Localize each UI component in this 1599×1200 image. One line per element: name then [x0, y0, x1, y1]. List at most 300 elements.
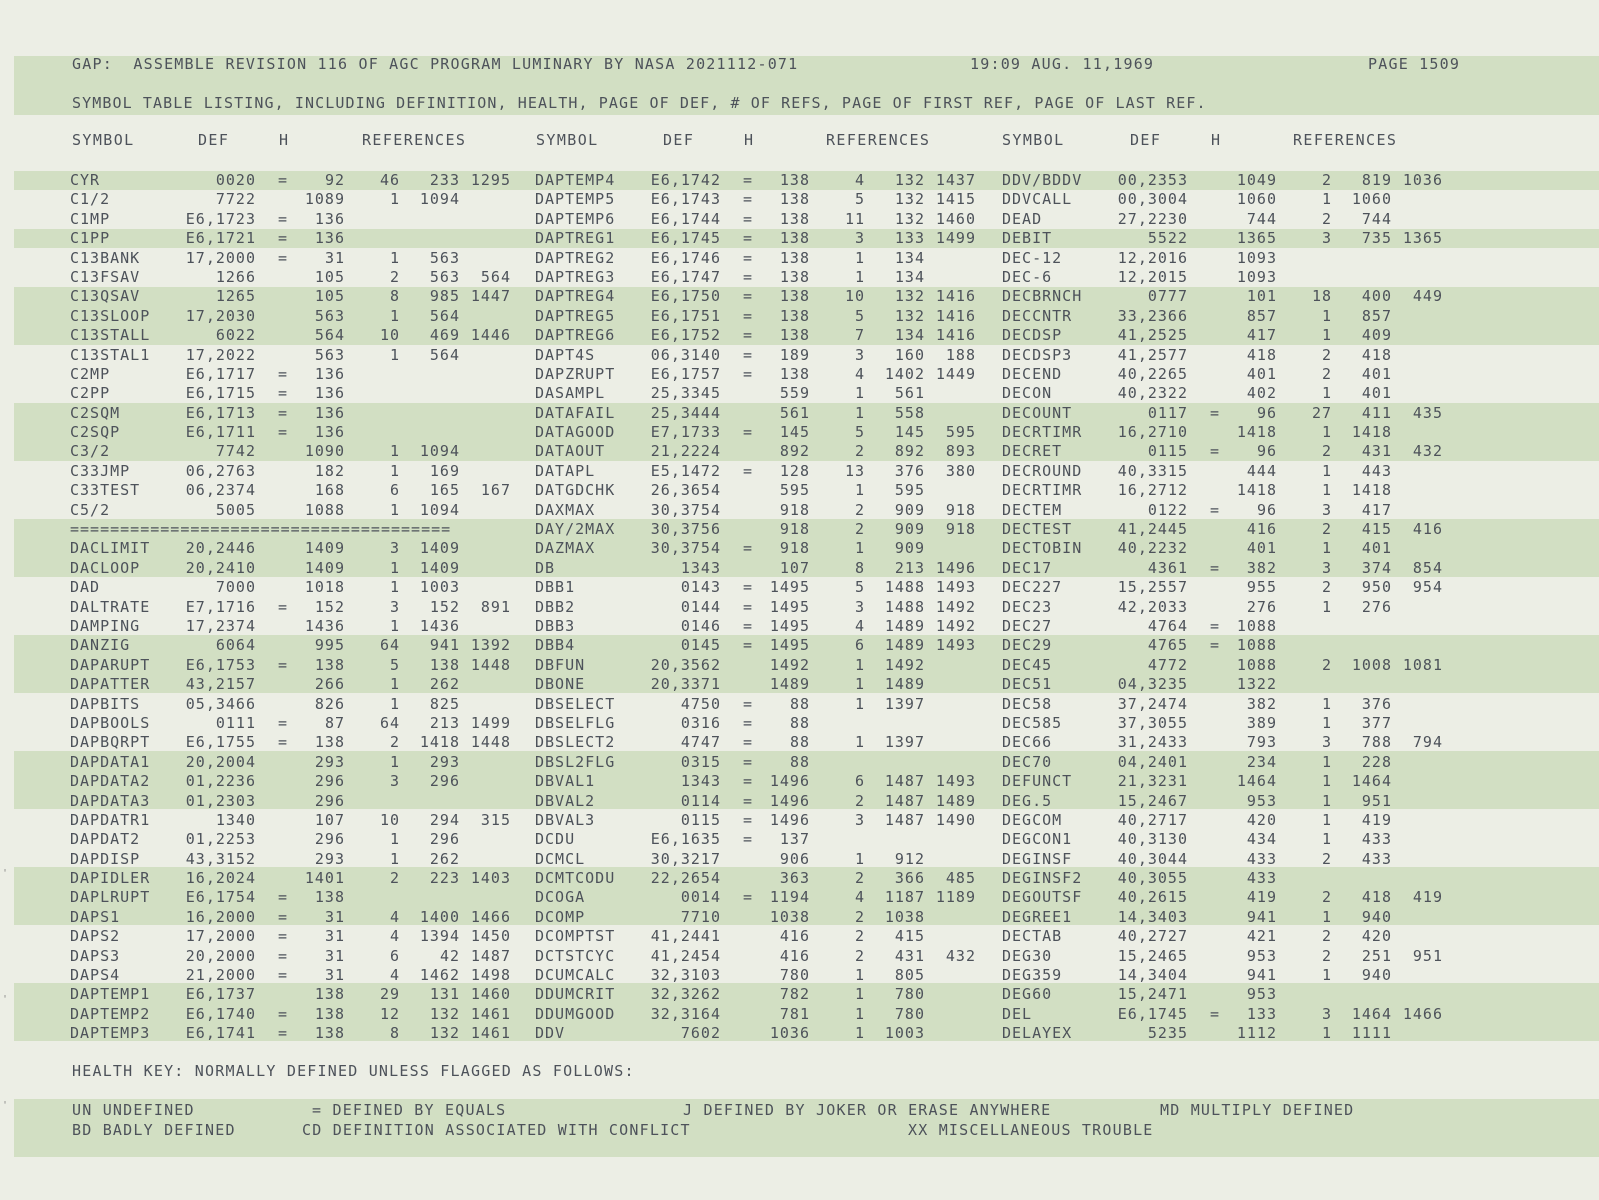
- cell-ref-count: 1: [1321, 1024, 1332, 1043]
- cell-last-ref: 1449: [935, 364, 976, 383]
- table-row: [70, 501, 1490, 520]
- cell-ref-count: 1: [1321, 772, 1332, 791]
- cell-last-ref: 1489: [935, 791, 976, 810]
- cell-first-ref: 1094: [419, 500, 460, 519]
- cell-page-def: 781: [779, 1004, 810, 1023]
- col-header-references: REFERENCES: [362, 131, 467, 149]
- cell-ref-count: 1: [389, 578, 400, 597]
- cell-ref-count: 1: [389, 345, 400, 364]
- cell-page-def: 138: [779, 306, 810, 325]
- cell-def: 17,2000: [185, 927, 256, 946]
- table-row: [70, 404, 1490, 423]
- cell-symbol: DEGCON1: [1002, 830, 1073, 849]
- cell-page-def: 87: [324, 713, 345, 732]
- cell-ref-count: 1: [1321, 752, 1332, 771]
- cell-first-ref: 909: [894, 520, 925, 539]
- cell-symbol: DEC23: [1002, 597, 1053, 616]
- cell-last-ref: 432: [945, 946, 976, 965]
- cell-def: 5235: [1147, 1024, 1188, 1043]
- cell-page-def: 1496: [769, 810, 810, 829]
- cell-symbol: C2SQP: [70, 423, 121, 442]
- cell-ref-count: 1: [854, 248, 865, 267]
- cell-ref-count: 1: [1321, 907, 1332, 926]
- cell-ref-count: 1: [389, 675, 400, 694]
- cell-first-ref: 892: [894, 442, 925, 461]
- cell-first-ref: 1409: [419, 539, 460, 558]
- cell-page-def: 416: [779, 927, 810, 946]
- cell-first-ref: 1402: [884, 364, 925, 383]
- cell-def: E6,1711: [185, 423, 256, 442]
- cell-def: 0316: [680, 713, 721, 732]
- cell-def: 40,2717: [1117, 810, 1188, 829]
- cell-first-ref: 400: [1361, 287, 1392, 306]
- cell-symbol: DDUMCRIT: [535, 985, 616, 1004]
- cell-ref-count: 6: [854, 636, 865, 655]
- cell-ref-count: 1: [1321, 384, 1332, 403]
- cell-ref-count: 3: [389, 539, 400, 558]
- cell-def: 1265: [215, 287, 256, 306]
- cell-page-def: 561: [779, 403, 810, 422]
- cell-first-ref: 950: [1361, 578, 1392, 597]
- table-row: [70, 481, 1490, 500]
- col-header-symbol: SYMBOL: [72, 131, 135, 149]
- col-header-references: REFERENCES: [826, 131, 931, 149]
- cell-last-ref: 893: [945, 442, 976, 461]
- cell-symbol: DBB1: [535, 578, 576, 597]
- cell-ref-count: 1: [389, 694, 400, 713]
- cell-symbol: DAPZRUPT: [535, 364, 616, 383]
- cell-first-ref: 1003: [884, 1024, 925, 1043]
- cell-symbol: DAPBQRPT: [70, 733, 151, 752]
- cell-page-def: 744: [1246, 209, 1277, 228]
- health-key-joker: J DEFINED BY JOKER OR ERASE ANYWHERE: [683, 1101, 1052, 1119]
- cell-symbol: DBVAL1: [535, 772, 596, 791]
- cell-def: E6,1715: [185, 384, 256, 403]
- cell-health: =: [278, 364, 289, 383]
- cell-symbol: DEGREE1: [1002, 907, 1073, 926]
- cell-def: 40,3130: [1117, 830, 1188, 849]
- cell-page-def: 152: [314, 597, 345, 616]
- col-header-references: REFERENCES: [1293, 131, 1398, 149]
- cell-page-def: 96: [1256, 500, 1277, 519]
- cell-symbol: DAPDATA3: [70, 791, 151, 810]
- cell-page-def: 1089: [304, 190, 345, 209]
- cell-page-def: 138: [314, 733, 345, 752]
- cell-ref-count: 1: [854, 694, 865, 713]
- cell-def: 30,3756: [650, 520, 721, 539]
- cell-page-def: 133: [1246, 1004, 1277, 1023]
- cell-page-def: 433: [1246, 849, 1277, 868]
- cell-page-def: 793: [1246, 733, 1277, 752]
- cell-symbol: DALTRATE: [70, 597, 151, 616]
- cell-symbol: DCDU: [535, 830, 576, 849]
- margin-mark: ': [2, 868, 9, 879]
- cell-last-ref: 1460: [935, 209, 976, 228]
- cell-symbol: DEC51: [1002, 675, 1053, 694]
- cell-health: =: [743, 733, 754, 752]
- table-row: [70, 617, 1490, 636]
- cell-symbol: DBB4: [535, 636, 576, 655]
- cell-ref-count: 6: [389, 481, 400, 500]
- cell-ref-count: 3: [854, 229, 865, 248]
- cell-first-ref: 1464: [1351, 772, 1392, 791]
- cell-health: =: [278, 209, 289, 228]
- cell-health: =: [743, 171, 754, 189]
- cell-health: =: [1210, 616, 1221, 635]
- cell-health: =: [1210, 500, 1221, 519]
- cell-last-ref: 1492: [935, 597, 976, 616]
- cell-page-def: 136: [314, 384, 345, 403]
- cell-first-ref: 469: [429, 326, 460, 345]
- cell-def: 40,2615: [1117, 888, 1188, 907]
- cell-health: =: [743, 267, 754, 286]
- cell-page-def: 189: [779, 345, 810, 364]
- cell-symbol: C5/2: [70, 500, 111, 519]
- cell-page-def: 1093: [1236, 248, 1277, 267]
- cell-first-ref: 1003: [419, 578, 460, 597]
- cell-def: 26,3654: [650, 481, 721, 500]
- cell-ref-count: 7: [854, 326, 865, 345]
- cell-ref-count: 1: [1321, 423, 1332, 442]
- table-row: [70, 753, 1490, 772]
- cell-health: =: [278, 597, 289, 616]
- cell-page-def: 96: [1256, 403, 1277, 422]
- cell-page-def: 419: [1246, 888, 1277, 907]
- cell-symbol: DCOGA: [535, 888, 586, 907]
- cell-page-def: 953: [1246, 985, 1277, 1004]
- cell-def: 40,3315: [1117, 461, 1188, 480]
- cell-def: 0020: [215, 171, 256, 189]
- cell-symbol: DEG30: [1002, 946, 1053, 965]
- page-number: PAGE 1509: [1368, 55, 1461, 73]
- table-row: [70, 384, 1490, 403]
- cell-health: =: [1210, 1004, 1221, 1023]
- cell-ref-count: 2: [854, 520, 865, 539]
- cell-ref-count: 1: [1321, 190, 1332, 209]
- cell-ref-count: 2: [854, 442, 865, 461]
- cell-first-ref: 940: [1361, 966, 1392, 985]
- cell-symbol: DAPT4S: [535, 345, 596, 364]
- cell-def: 17,2022: [185, 345, 256, 364]
- cell-first-ref: 42: [439, 946, 460, 965]
- cell-ref-count: 2: [854, 907, 865, 926]
- cell-page-def: 420: [1246, 810, 1277, 829]
- cell-health: =: [743, 578, 754, 597]
- cell-page-def: 234: [1246, 752, 1277, 771]
- cell-page-def: 563: [314, 345, 345, 364]
- cell-def: 40,2322: [1117, 384, 1188, 403]
- cell-health: =: [278, 655, 289, 674]
- cell-ref-count: 1: [1321, 539, 1332, 558]
- cell-def: E6,1746: [650, 248, 721, 267]
- cell-page-def: 266: [314, 675, 345, 694]
- cell-page-def: 296: [314, 772, 345, 791]
- cell-symbol: DBSELFLG: [535, 713, 616, 732]
- cell-def: 43,2157: [185, 675, 256, 694]
- table-row: [70, 598, 1490, 617]
- cell-symbol: DDUMGOOD: [535, 1004, 616, 1023]
- cell-first-ref: 1397: [884, 694, 925, 713]
- cell-def: 30,3217: [650, 849, 721, 868]
- cell-symbol: DB: [535, 558, 556, 577]
- cell-page-def: 101: [1246, 287, 1277, 306]
- cell-ref-count: 1: [854, 966, 865, 985]
- cell-ref-count: 1: [854, 1004, 865, 1023]
- cell-ref-count: 1: [1321, 597, 1332, 616]
- cell-symbol: DAPTREG1: [535, 229, 616, 248]
- cell-ref-count: 2: [1321, 849, 1332, 868]
- cell-last-ref: 1189: [935, 888, 976, 907]
- cell-def: E6,1635: [650, 830, 721, 849]
- cell-symbol: DAPTEMP4: [535, 171, 616, 189]
- margin-mark: ': [2, 1100, 9, 1111]
- cell-def: 42,2033: [1117, 597, 1188, 616]
- cell-first-ref: 1487: [884, 772, 925, 791]
- cell-ref-count: 1: [389, 461, 400, 480]
- cell-symbol: C33TEST: [70, 481, 141, 500]
- cell-def: 0117: [1147, 403, 1188, 422]
- cell-ref-count: 1: [389, 190, 400, 209]
- cell-health: =: [278, 248, 289, 267]
- cell-page-def: 1496: [769, 772, 810, 791]
- cell-def: 4747: [680, 733, 721, 752]
- cell-page-def: 136: [314, 403, 345, 422]
- table-row: [70, 268, 1490, 287]
- cell-last-ref: 1461: [470, 1004, 511, 1023]
- cell-def: 41,2454: [650, 946, 721, 965]
- cell-symbol: DDV/BDDV: [1002, 171, 1083, 189]
- table-row: [70, 287, 1490, 306]
- cell-last-ref: 1416: [935, 306, 976, 325]
- cell-def: 15,2465: [1117, 946, 1188, 965]
- cell-def: 0143: [680, 578, 721, 597]
- cell-def: E6,1747: [650, 267, 721, 286]
- cell-first-ref: 415: [894, 927, 925, 946]
- cell-page-def: 418: [1246, 345, 1277, 364]
- cell-ref-count: 1: [1321, 481, 1332, 500]
- cell-first-ref: 132: [894, 171, 925, 189]
- cell-page-def: 433: [1246, 869, 1277, 888]
- cell-def: 27,2230: [1117, 209, 1188, 228]
- cell-page-def: 145: [779, 423, 810, 442]
- cell-first-ref: 420: [1361, 927, 1392, 946]
- cell-ref-count: 2: [854, 869, 865, 888]
- cell-symbol: DAPTREG2: [535, 248, 616, 267]
- cell-symbol: DEC17: [1002, 558, 1053, 577]
- cell-last-ref: 315: [480, 810, 511, 829]
- cell-first-ref: 376: [1361, 694, 1392, 713]
- cell-page-def: 107: [314, 810, 345, 829]
- cell-def: 16,2024: [185, 869, 256, 888]
- cell-page-def: 595: [779, 481, 810, 500]
- cell-def: 15,2467: [1117, 791, 1188, 810]
- cell-def: 37,3055: [1117, 713, 1188, 732]
- cell-ref-count: 1: [854, 384, 865, 403]
- cell-ref-count: 2: [1321, 364, 1332, 383]
- table-row: [70, 190, 1490, 209]
- cell-symbol: DEGINSF: [1002, 849, 1073, 868]
- cell-def: 41,2525: [1117, 326, 1188, 345]
- table-row: [70, 307, 1490, 326]
- cell-first-ref: 411: [1361, 403, 1392, 422]
- cell-page-def: 363: [779, 869, 810, 888]
- cell-first-ref: 293: [429, 752, 460, 771]
- cell-page-def: 138: [779, 171, 810, 189]
- cell-page-def: 941: [1246, 907, 1277, 926]
- cell-last-ref: 1498: [470, 966, 511, 985]
- cell-last-ref: 167: [480, 481, 511, 500]
- cell-def: 00,3004: [1117, 190, 1188, 209]
- cell-last-ref: 1490: [935, 810, 976, 829]
- cell-symbol: DBSELECT: [535, 694, 616, 713]
- cell-last-ref: 1460: [470, 985, 511, 1004]
- cell-first-ref: 1492: [884, 655, 925, 674]
- cell-first-ref: 138: [429, 655, 460, 674]
- cell-def: 17,2030: [185, 306, 256, 325]
- cell-last-ref: 891: [480, 597, 511, 616]
- cell-first-ref: 152: [429, 597, 460, 616]
- cell-ref-count: 2: [1321, 655, 1332, 674]
- cell-last-ref: 1403: [470, 869, 511, 888]
- cell-def: 0114: [680, 791, 721, 810]
- cell-ref-count: 2: [1321, 209, 1332, 228]
- cell-def: E6,1713: [185, 403, 256, 422]
- cell-symbol: DEBIT: [1002, 229, 1053, 248]
- cell-symbol: DAPDATA1: [70, 752, 151, 771]
- cell-page-def: 138: [314, 1024, 345, 1043]
- cell-first-ref: 132: [894, 209, 925, 228]
- cell-symbol: DAPTEMP1: [70, 985, 151, 1004]
- cell-page-def: 96: [1256, 442, 1277, 461]
- cell-page-def: 1194: [769, 888, 810, 907]
- cell-ref-count: 3: [1321, 1004, 1332, 1023]
- cell-page-def: 31: [324, 946, 345, 965]
- cell-page-def: 382: [1246, 558, 1277, 577]
- cell-page-def: 941: [1246, 966, 1277, 985]
- cell-first-ref: 134: [894, 248, 925, 267]
- cell-symbol: DCMTCODU: [535, 869, 616, 888]
- cell-def: E6,1754: [185, 888, 256, 907]
- cell-first-ref: 160: [894, 345, 925, 364]
- cell-page-def: 559: [779, 384, 810, 403]
- cell-symbol: DEC66: [1002, 733, 1053, 752]
- cell-symbol: DEC-12: [1002, 248, 1063, 267]
- cell-last-ref: 951: [1412, 946, 1443, 965]
- cell-def: 4772: [1147, 655, 1188, 674]
- cell-last-ref: 1416: [935, 326, 976, 345]
- cell-ref-count: 5: [854, 190, 865, 209]
- cell-ref-count: 10: [379, 326, 400, 345]
- cell-health: =: [743, 830, 754, 849]
- cell-def: 1266: [215, 267, 256, 286]
- cell-symbol: DEC585: [1002, 713, 1063, 732]
- cell-first-ref: 819: [1361, 171, 1392, 189]
- col-header-health: H: [744, 131, 755, 149]
- cell-first-ref: 134: [894, 267, 925, 286]
- cell-page-def: 107: [779, 558, 810, 577]
- col-header-symbol: SYMBOL: [536, 131, 599, 149]
- separator-line: ======================================: [70, 520, 452, 539]
- table-row: [70, 772, 1490, 791]
- cell-page-def: 401: [1246, 364, 1277, 383]
- health-key-md: MD MULTIPLY DEFINED: [1160, 1101, 1355, 1119]
- cell-page-def: 1322: [1236, 675, 1277, 694]
- cell-symbol: C13FSAV: [70, 267, 141, 286]
- cell-health: =: [743, 539, 754, 558]
- cell-def: E6,1750: [650, 287, 721, 306]
- cell-page-def: 918: [779, 539, 810, 558]
- cell-first-ref: 1060: [1351, 190, 1392, 209]
- cell-first-ref: 169: [429, 461, 460, 480]
- table-row: [70, 908, 1490, 927]
- health-key-equals: = DEFINED BY EQUALS: [312, 1101, 507, 1119]
- cell-page-def: 31: [324, 927, 345, 946]
- cell-page-def: 138: [314, 655, 345, 674]
- table-row: [70, 249, 1490, 268]
- cell-first-ref: 213: [429, 713, 460, 732]
- cell-page-def: 138: [779, 287, 810, 306]
- cell-page-def: 401: [1246, 539, 1277, 558]
- cell-def: 06,3140: [650, 345, 721, 364]
- health-key-cd: CD DEFINITION ASSOCIATED WITH CONFLICT: [302, 1121, 691, 1139]
- cell-def: E6,1742: [650, 171, 721, 189]
- col-header-health: H: [1211, 131, 1222, 149]
- cell-page-def: 1489: [769, 675, 810, 694]
- cell-first-ref: 433: [1361, 849, 1392, 868]
- cell-last-ref: 1466: [1402, 1004, 1443, 1023]
- cell-ref-count: 4: [389, 966, 400, 985]
- cell-symbol: DBB2: [535, 597, 576, 616]
- cell-symbol: DEC29: [1002, 636, 1053, 655]
- cell-page-def: 1088: [1236, 636, 1277, 655]
- cell-symbol: DEC227: [1002, 578, 1063, 597]
- cell-first-ref: 1488: [884, 597, 925, 616]
- cell-health: =: [743, 364, 754, 383]
- cell-def: 31,2433: [1117, 733, 1188, 752]
- cell-def: E6,1737: [185, 985, 256, 1004]
- cell-def: 25,3444: [650, 403, 721, 422]
- cell-first-ref: 443: [1361, 461, 1392, 480]
- cell-page-def: 918: [779, 500, 810, 519]
- cell-health: =: [743, 752, 754, 771]
- cell-first-ref: 376: [894, 461, 925, 480]
- cell-symbol: DAPTREG3: [535, 267, 616, 286]
- cell-def: 41,2577: [1117, 345, 1188, 364]
- cell-first-ref: 561: [894, 384, 925, 403]
- cell-def: 0122: [1147, 500, 1188, 519]
- cell-last-ref: 1392: [470, 636, 511, 655]
- cell-page-def: 1495: [769, 636, 810, 655]
- cell-page-def: 1495: [769, 616, 810, 635]
- cell-first-ref: 418: [1361, 345, 1392, 364]
- cell-last-ref: 1493: [935, 578, 976, 597]
- cell-first-ref: 909: [894, 500, 925, 519]
- cell-first-ref: 132: [429, 1004, 460, 1023]
- cell-last-ref: 435: [1412, 403, 1443, 422]
- cell-first-ref: 262: [429, 675, 460, 694]
- cell-symbol: C1MP: [70, 209, 111, 228]
- cell-first-ref: 1094: [419, 190, 460, 209]
- cell-first-ref: 941: [429, 636, 460, 655]
- cell-last-ref: 449: [1412, 287, 1443, 306]
- cell-def: 20,2446: [185, 539, 256, 558]
- cell-def: E6,1745: [1117, 1004, 1188, 1023]
- cell-health: =: [278, 907, 289, 926]
- cell-def: E6,1723: [185, 209, 256, 228]
- cell-health: =: [278, 1004, 289, 1023]
- cell-def: 01,2236: [185, 772, 256, 791]
- cell-def: 17,2000: [185, 248, 256, 267]
